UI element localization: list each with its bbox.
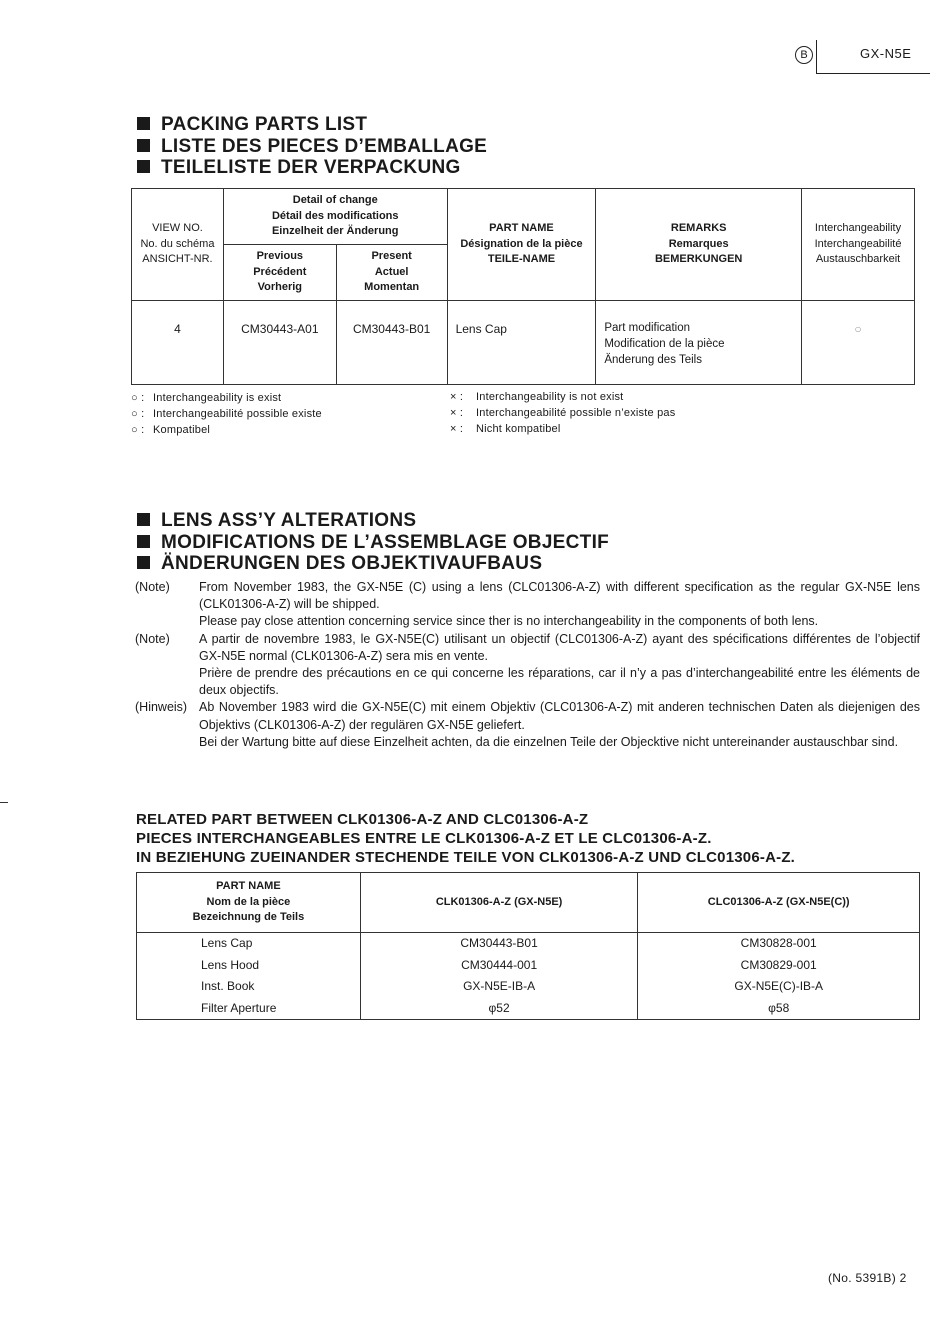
note-de: (Hinweis) Ab November 1983 wird die GX-N5E(C) mit einem Objektiv (CLC01306-A-Z) mit anderen technischen Daten als diejenigen des Objektivs (CLK01306-A-Z) der regulären GX-N5E geliefert. Bei der Wartung bitte auf diese Einzelheit achten, da die einzelnen Teile der Objecktive nicht untereinander austauschbar sind. <box>135 700 920 749</box>
header-rule-horizontal <box>816 73 930 74</box>
lens-title-fr: MODIFICATIONS DE L’ASSEMBLAGE OBJECTIF <box>137 532 609 554</box>
related-titles <box>136 810 795 867</box>
bullet-square-icon <box>137 513 150 526</box>
packing-title-fr: LISTE DES PIECES D’EMBALLAGE <box>137 136 487 158</box>
related-clk-values: CM30443-B01 CM30444-001 GX-N5E-IB-A φ52 <box>360 933 638 1020</box>
margin-mark <box>0 802 8 803</box>
packing-table <box>131 188 915 385</box>
row-previous: CM30443-A01 <box>223 301 336 385</box>
row-view-no: 4 <box>132 301 224 385</box>
table-row <box>132 301 915 385</box>
legend-not-compatible: × : Interchangeability is not exist × : Interchangeabilité possible n’existe pas × : Nicht kompatibel <box>450 391 676 435</box>
header-detail-of-change: Detail of change Détail des modifications Einzelheit der Änderung <box>223 189 447 245</box>
lens-title-de: ÄNDERUNGEN DES OBJEKTIVAUFBAUS <box>137 553 609 575</box>
related-title-en: RELATED PART BETWEEN CLK01306-A-Z AND CLC01306-A-Z <box>136 811 589 828</box>
header-interchangeability: Interchangeability Interchangeabilité Austauschbarkeit <box>802 189 915 301</box>
packing-title-en: PACKING PARTS LIST <box>137 114 487 136</box>
lens-notes <box>135 579 920 751</box>
row-remarks: Part modification Modification de la pièce Änderung des Teils <box>596 301 802 385</box>
related-part-names: Lens Cap Lens Hood Inst. Book Filter Aperture <box>137 933 361 1020</box>
related-clc-values: CM30828-001 CM30829-001 GX-N5E(C)-IB-A φ58 <box>638 933 920 1020</box>
header-rule-vertical <box>816 40 817 74</box>
related-title-de: IN BEZIEHUNG ZUEINANDER STECHENDE TEILE VON CLK01306-A-Z UND CLC01306-A-Z. <box>136 849 796 866</box>
header-view-no: VIEW NO. No. du schéma ANSICHT-NR. <box>132 189 224 301</box>
legend-compatible: ○ : Interchangeability is exist ○ : Interchangeabilité possible existe ○ : Kompatibel <box>131 392 322 436</box>
lens-title-en: LENS ASS’Y ALTERATIONS <box>137 510 609 532</box>
packing-title-de: TEILELISTE DER VERPACKUNG <box>137 157 487 179</box>
model-number: GX-N5E <box>860 46 912 61</box>
header-part-name: PART NAME Désignation de la pièce TEILE-NAME <box>447 189 596 301</box>
row-part-name: Lens Cap <box>447 301 596 385</box>
header-remarks: REMARKS Remarques BEMERKUNGEN <box>596 189 802 301</box>
header-present: Present Actuel Momentan <box>336 245 447 301</box>
packing-titles <box>137 114 487 179</box>
header-clk: CLK01306-A-Z (GX-N5E) <box>360 873 638 933</box>
circle-code-badge <box>795 46 813 64</box>
related-table <box>136 872 920 1020</box>
lens-titles <box>137 510 609 575</box>
header-clc: CLC01306-A-Z (GX-N5E(C)) <box>638 873 920 933</box>
circle-letter: B <box>795 46 813 64</box>
bullet-square-icon <box>137 160 150 173</box>
bullet-square-icon <box>137 117 150 130</box>
bullet-square-icon <box>137 535 150 548</box>
page-number: (No. 5391B) 2 <box>828 1271 907 1285</box>
related-title-fr: PIECES INTERCHANGEABLES ENTRE LE CLK01306-A-Z ET LE CLC01306-A-Z. <box>136 830 712 847</box>
row-present: CM30443-B01 <box>336 301 447 385</box>
bullet-square-icon <box>137 139 150 152</box>
note-en: (Note) From November 1983, the GX-N5E (C) using a lens (CLC01306-A-Z) with different specification as the regular GX-N5E lens (CLK01306-A-Z) will be shipped. Please pay close attention concerning service since ther is no interchangeability in the components of both lens. <box>135 580 920 629</box>
table-row <box>137 933 920 1020</box>
note-fr: (Note) A partir de novembre 1983, le GX-N5E(C) utilisant un objectif (CLC01306-A-Z) ayant des spécifications différentes de l’objectif GX-N5E normal (CLK01306-A-Z) sera mis en vente. Prière de prendre des précautions en ce qui concerne les réparations, car il n’y a pas d’interchangeabilité entre les éléments de deux objectifs. <box>135 631 920 698</box>
row-interchange-circle-icon: ○ <box>802 301 915 385</box>
header-part-name-2: PART NAME Nom de la pièce Bezeichnung de Teils <box>137 873 361 933</box>
header-previous: Previous Précédent Vorherig <box>223 245 336 301</box>
bullet-square-icon <box>137 556 150 569</box>
